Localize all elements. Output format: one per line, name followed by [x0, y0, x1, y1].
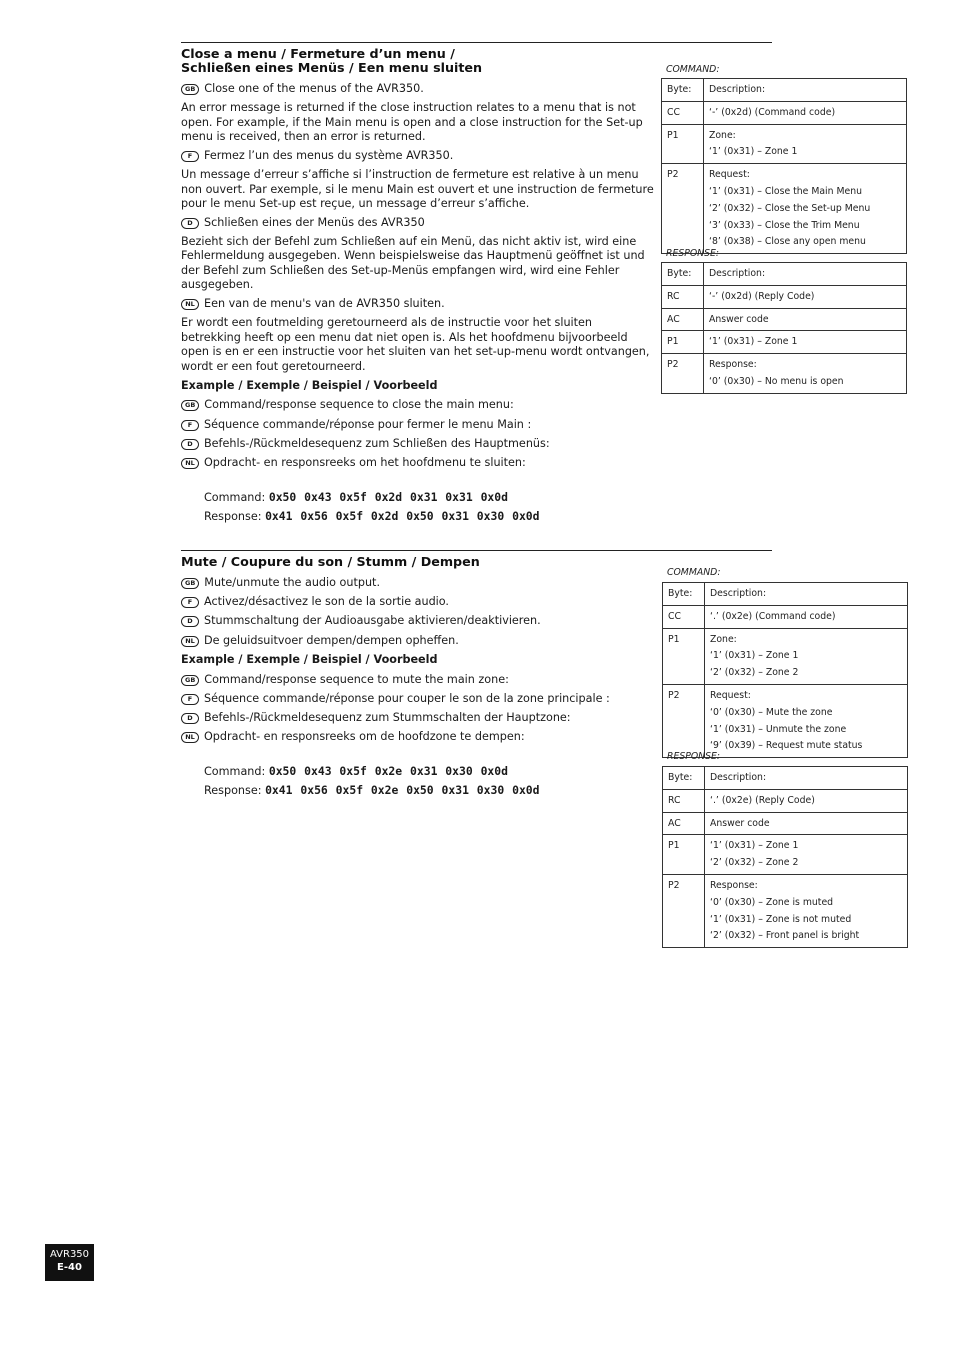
example-gb: GB Command/response sequence to mute the main zone: [181, 673, 655, 687]
description-line: ‘0’ (0x30) – Mute the zone [710, 706, 833, 718]
gb-badge-icon: GB [181, 675, 199, 686]
table-row [662, 101, 907, 124]
command-hex: 0x50 0x43 0x5f 0x2d 0x31 0x31 0x0d [268, 490, 509, 504]
response-hex: 0x41 0x56 0x5f 0x2e 0x50 0x31 0x30 0x0d [265, 783, 540, 797]
description-line: ‘2’ (0x32) – Zone 2 [710, 857, 799, 869]
response-line: Response: 0x41 0x56 0x5f 0x2d 0x50 0x31 0x30 0x0d [204, 509, 540, 523]
description-line: ‘1’ (0x31) – Zone 1 [710, 840, 799, 852]
command-hex: 0x50 0x43 0x5f 0x2e 0x31 0x30 0x0d [268, 764, 509, 778]
description-cell [704, 164, 907, 254]
title-line-1: Close a menu / Fermeture d’un menu / [181, 46, 455, 61]
table-row [662, 124, 907, 164]
response-table-label: RESPONSE: [667, 751, 721, 762]
byte-cell: P2 [663, 684, 705, 757]
response-table-label: RESPONSE: [666, 248, 720, 259]
description-line: ‘2’ (0x32) – Front panel is bright [710, 930, 860, 942]
byte-cell: P2 [662, 164, 704, 254]
description-line: Description: [709, 84, 766, 95]
description-line: Response: [709, 359, 757, 371]
paragraph-gb: An error message is returned if the close instruction relates to a menu that is not open. For example, if the Main menu is open and a close instruction for the Set-up menu is received, then an error is returned. [181, 101, 643, 144]
lang-line-gb: GB Close one of the menus of the AVR350. [181, 82, 655, 96]
description-line: Description: [709, 268, 766, 279]
description-line: ‘1’ (0x31) – Zone is not muted [710, 913, 852, 925]
table-row [663, 812, 908, 835]
example-heading: Example / Exemple / Beispiel / Voorbeeld [181, 378, 438, 392]
table-row [662, 308, 907, 331]
paragraph-f: Un message d’erreur s’affiche si l’instruction de fermeture est relative à un menu non ouvert. Par exemple, si le menu Main est ouvert et une instruction de fermeture pour le menu Set-up est reçue, un message d’erreur s’affiche. [181, 168, 654, 210]
byte-cell: AC [662, 308, 704, 331]
command-table-label: COMMAND: [666, 64, 720, 75]
description-cell [705, 605, 908, 628]
table-row [663, 874, 908, 947]
response-table [662, 766, 908, 948]
table-row [663, 628, 908, 684]
nl-badge-icon: NL [181, 732, 199, 743]
byte-cell: P1 [663, 835, 705, 875]
gb-badge-icon: GB [181, 400, 199, 411]
table-row [663, 835, 908, 875]
byte-cell: RC [662, 285, 704, 308]
section-title: Mute / Coupure du son / Stumm / Dempen [181, 554, 480, 569]
lang-line-d: D Schließen eines der Menüs des AVR350 [181, 216, 655, 230]
description-cell [705, 767, 908, 790]
lang-line-nl: NL De geluidsuitvoer dempen/dempen opheffen. [181, 634, 655, 648]
byte-cell: P2 [663, 874, 705, 947]
table-row [662, 164, 907, 254]
command-table-label: COMMAND: [667, 567, 721, 578]
byte-cell: Byte: [662, 263, 704, 286]
description-line: Response: [710, 879, 758, 891]
example-f: F Séquence commande/réponse pour couper le son de la zone principale : [181, 692, 655, 706]
command-line: Command: 0x50 0x43 0x5f 0x2d 0x31 0x31 0x0d [204, 490, 509, 504]
gb-badge-icon: GB [181, 84, 199, 95]
description-cell [705, 835, 908, 875]
table-row [663, 605, 908, 628]
byte-cell: P1 [662, 331, 704, 354]
description-cell [705, 628, 908, 684]
description-line: ‘1’ (0x31) – Zone 1 [709, 146, 798, 158]
table-row [663, 789, 908, 812]
description-line: Description: [710, 588, 767, 599]
command-table [661, 78, 907, 254]
table-row [662, 79, 907, 102]
description-line: ‘1’ (0x31) – Unmute the zone [710, 723, 847, 735]
description-line: ‘1’ (0x31) – Zone 1 [709, 336, 798, 348]
description-line: Request: [710, 689, 751, 701]
description-line: Answer code [710, 817, 770, 829]
d-badge-icon: D [181, 218, 199, 229]
description-line: ‘.’ (0x2e) (Reply Code) [710, 794, 815, 806]
description-cell [705, 874, 908, 947]
description-line: ‘2’ (0x32) – Close the Set-up Menu [709, 202, 871, 214]
nl-badge-icon: NL [181, 636, 199, 647]
example-d: D Befehls-/Rückmeldesequenz zum Stummschalten der Hauptzone: [181, 711, 655, 725]
description-line: ‘-’ (0x2d) (Command code) [709, 106, 836, 118]
nl-badge-icon: NL [181, 458, 199, 469]
page-number: E-40 [57, 1262, 82, 1273]
lang-line-f: F Fermez l’un des menus du système AVR350. [181, 149, 655, 163]
description-line: Description: [710, 772, 767, 783]
command-line: Command: 0x50 0x43 0x5f 0x2e 0x31 0x30 0x0d [204, 764, 509, 778]
description-line: ‘0’ (0x30) – Zone is muted [710, 896, 834, 908]
paragraph-nl: Er wordt een foutmelding geretourneerd als de instructie voor het sluiten betrekking heeft op een menu dat niet open is. Als het hoofdmenu bijvoorbeeld open is en er een instructie voor het sluiten van het set-up-menu wordt ontvangen, wordt er een fout geretourneerd. [181, 316, 650, 373]
description-cell [704, 101, 907, 124]
example-heading: Example / Exemple / Beispiel / Voorbeeld [181, 652, 438, 666]
description-line: ‘1’ (0x31) – Close the Main Menu [709, 185, 863, 197]
d-badge-icon: D [181, 616, 199, 627]
byte-cell: Byte: [662, 79, 704, 102]
example-d: D Befehls-/Rückmeldesequenz zum Schließen des Hauptmenüs: [181, 437, 655, 451]
section-rule [181, 42, 772, 43]
footer-model: AVR350 [49, 1249, 90, 1260]
example-nl: NL Opdracht- en responsreeks om het hoofdmenu te sluiten: [181, 456, 655, 470]
f-badge-icon: F [181, 597, 199, 608]
description-line: ‘.’ (0x2e) (Command code) [710, 610, 836, 622]
byte-cell: Byte: [663, 767, 705, 790]
table-row [663, 684, 908, 757]
table-row [662, 263, 907, 286]
description-line: Answer code [709, 313, 769, 325]
description-line: ‘0’ (0x30) – No menu is open [709, 375, 844, 387]
description-cell [705, 684, 908, 757]
d-badge-icon: D [181, 439, 199, 450]
description-line: ‘-’ (0x2d) (Reply Code) [709, 290, 815, 302]
byte-cell: CC [662, 101, 704, 124]
description-cell [704, 331, 907, 354]
section-title [181, 47, 651, 75]
description-cell [704, 354, 907, 394]
description-cell [704, 263, 907, 286]
response-line: Response: 0x41 0x56 0x5f 0x2e 0x50 0x31 0x30 0x0d [204, 783, 540, 797]
byte-cell: AC [663, 812, 705, 835]
gb-badge-icon: GB [181, 578, 199, 589]
section-body [181, 576, 655, 750]
description-line: ‘1’ (0x31) – Zone 1 [710, 650, 799, 662]
byte-cell: P1 [662, 124, 704, 164]
paragraph-d: Bezieht sich der Befehl zum Schließen auf ein Menü, das nicht aktiv ist, wird eine Fehlermeldung ausgegeben. Wenn beispielsweise das Hauptmenü geöffnet ist und der Befehl zum Schließen des Set-up-Menüs empfangen wird, wird eine Fehler ausgegeben. [181, 235, 645, 292]
description-line: Request: [709, 169, 750, 181]
description-cell [705, 812, 908, 835]
table-row [663, 583, 908, 606]
byte-cell: RC [663, 789, 705, 812]
description-cell [704, 79, 907, 102]
title-line-2: Schließen eines Menüs / Een menu sluiten [181, 60, 483, 75]
byte-cell: Byte: [663, 583, 705, 606]
command-table [662, 582, 908, 758]
description-line: Zone: [710, 633, 737, 645]
d-badge-icon: D [181, 713, 199, 724]
f-badge-icon: F [181, 694, 199, 705]
byte-cell: CC [663, 605, 705, 628]
description-line: Zone: [709, 129, 736, 141]
byte-cell: P2 [662, 354, 704, 394]
example-gb: GB Command/response sequence to close the main menu: [181, 398, 655, 412]
nl-badge-icon: NL [181, 299, 199, 310]
response-hex: 0x41 0x56 0x5f 0x2d 0x50 0x31 0x30 0x0d [265, 509, 540, 523]
page-footer-badge [45, 1244, 94, 1281]
lang-line-f: F Activez/désactivez le son de la sortie audio. [181, 595, 655, 609]
description-line: ‘2’ (0x32) – Zone 2 [710, 667, 799, 679]
f-badge-icon: F [181, 420, 199, 431]
description-line: ‘9’ (0x39) – Request mute status [710, 740, 863, 752]
description-cell [704, 124, 907, 164]
lang-line-nl: NL Een van de menu's van de AVR350 sluiten. [181, 297, 655, 311]
description-cell [705, 789, 908, 812]
description-cell [705, 583, 908, 606]
table-row [662, 285, 907, 308]
lang-line-d: D Stummschaltung der Audioausgabe aktivieren/deaktivieren. [181, 614, 655, 628]
f-badge-icon: F [181, 151, 199, 162]
description-cell [704, 285, 907, 308]
description-line: ‘3’ (0x33) – Close the Trim Menu [709, 219, 860, 231]
command-sequence [204, 488, 540, 526]
table-row [662, 331, 907, 354]
response-table [661, 262, 907, 394]
table-row [662, 354, 907, 394]
description-cell [704, 308, 907, 331]
table-row [663, 767, 908, 790]
byte-cell: P1 [663, 628, 705, 684]
section-body [181, 82, 655, 475]
example-f: F Séquence commande/réponse pour fermer le menu Main : [181, 418, 655, 432]
section-rule [181, 550, 772, 551]
example-nl: NL Opdracht- en responsreeks om de hoofdzone te dempen: [181, 730, 655, 744]
description-line: ‘8’ (0x38) – Close any open menu [709, 236, 866, 248]
lang-line-gb: GB Mute/unmute the audio output. [181, 576, 655, 590]
command-sequence [204, 762, 540, 800]
